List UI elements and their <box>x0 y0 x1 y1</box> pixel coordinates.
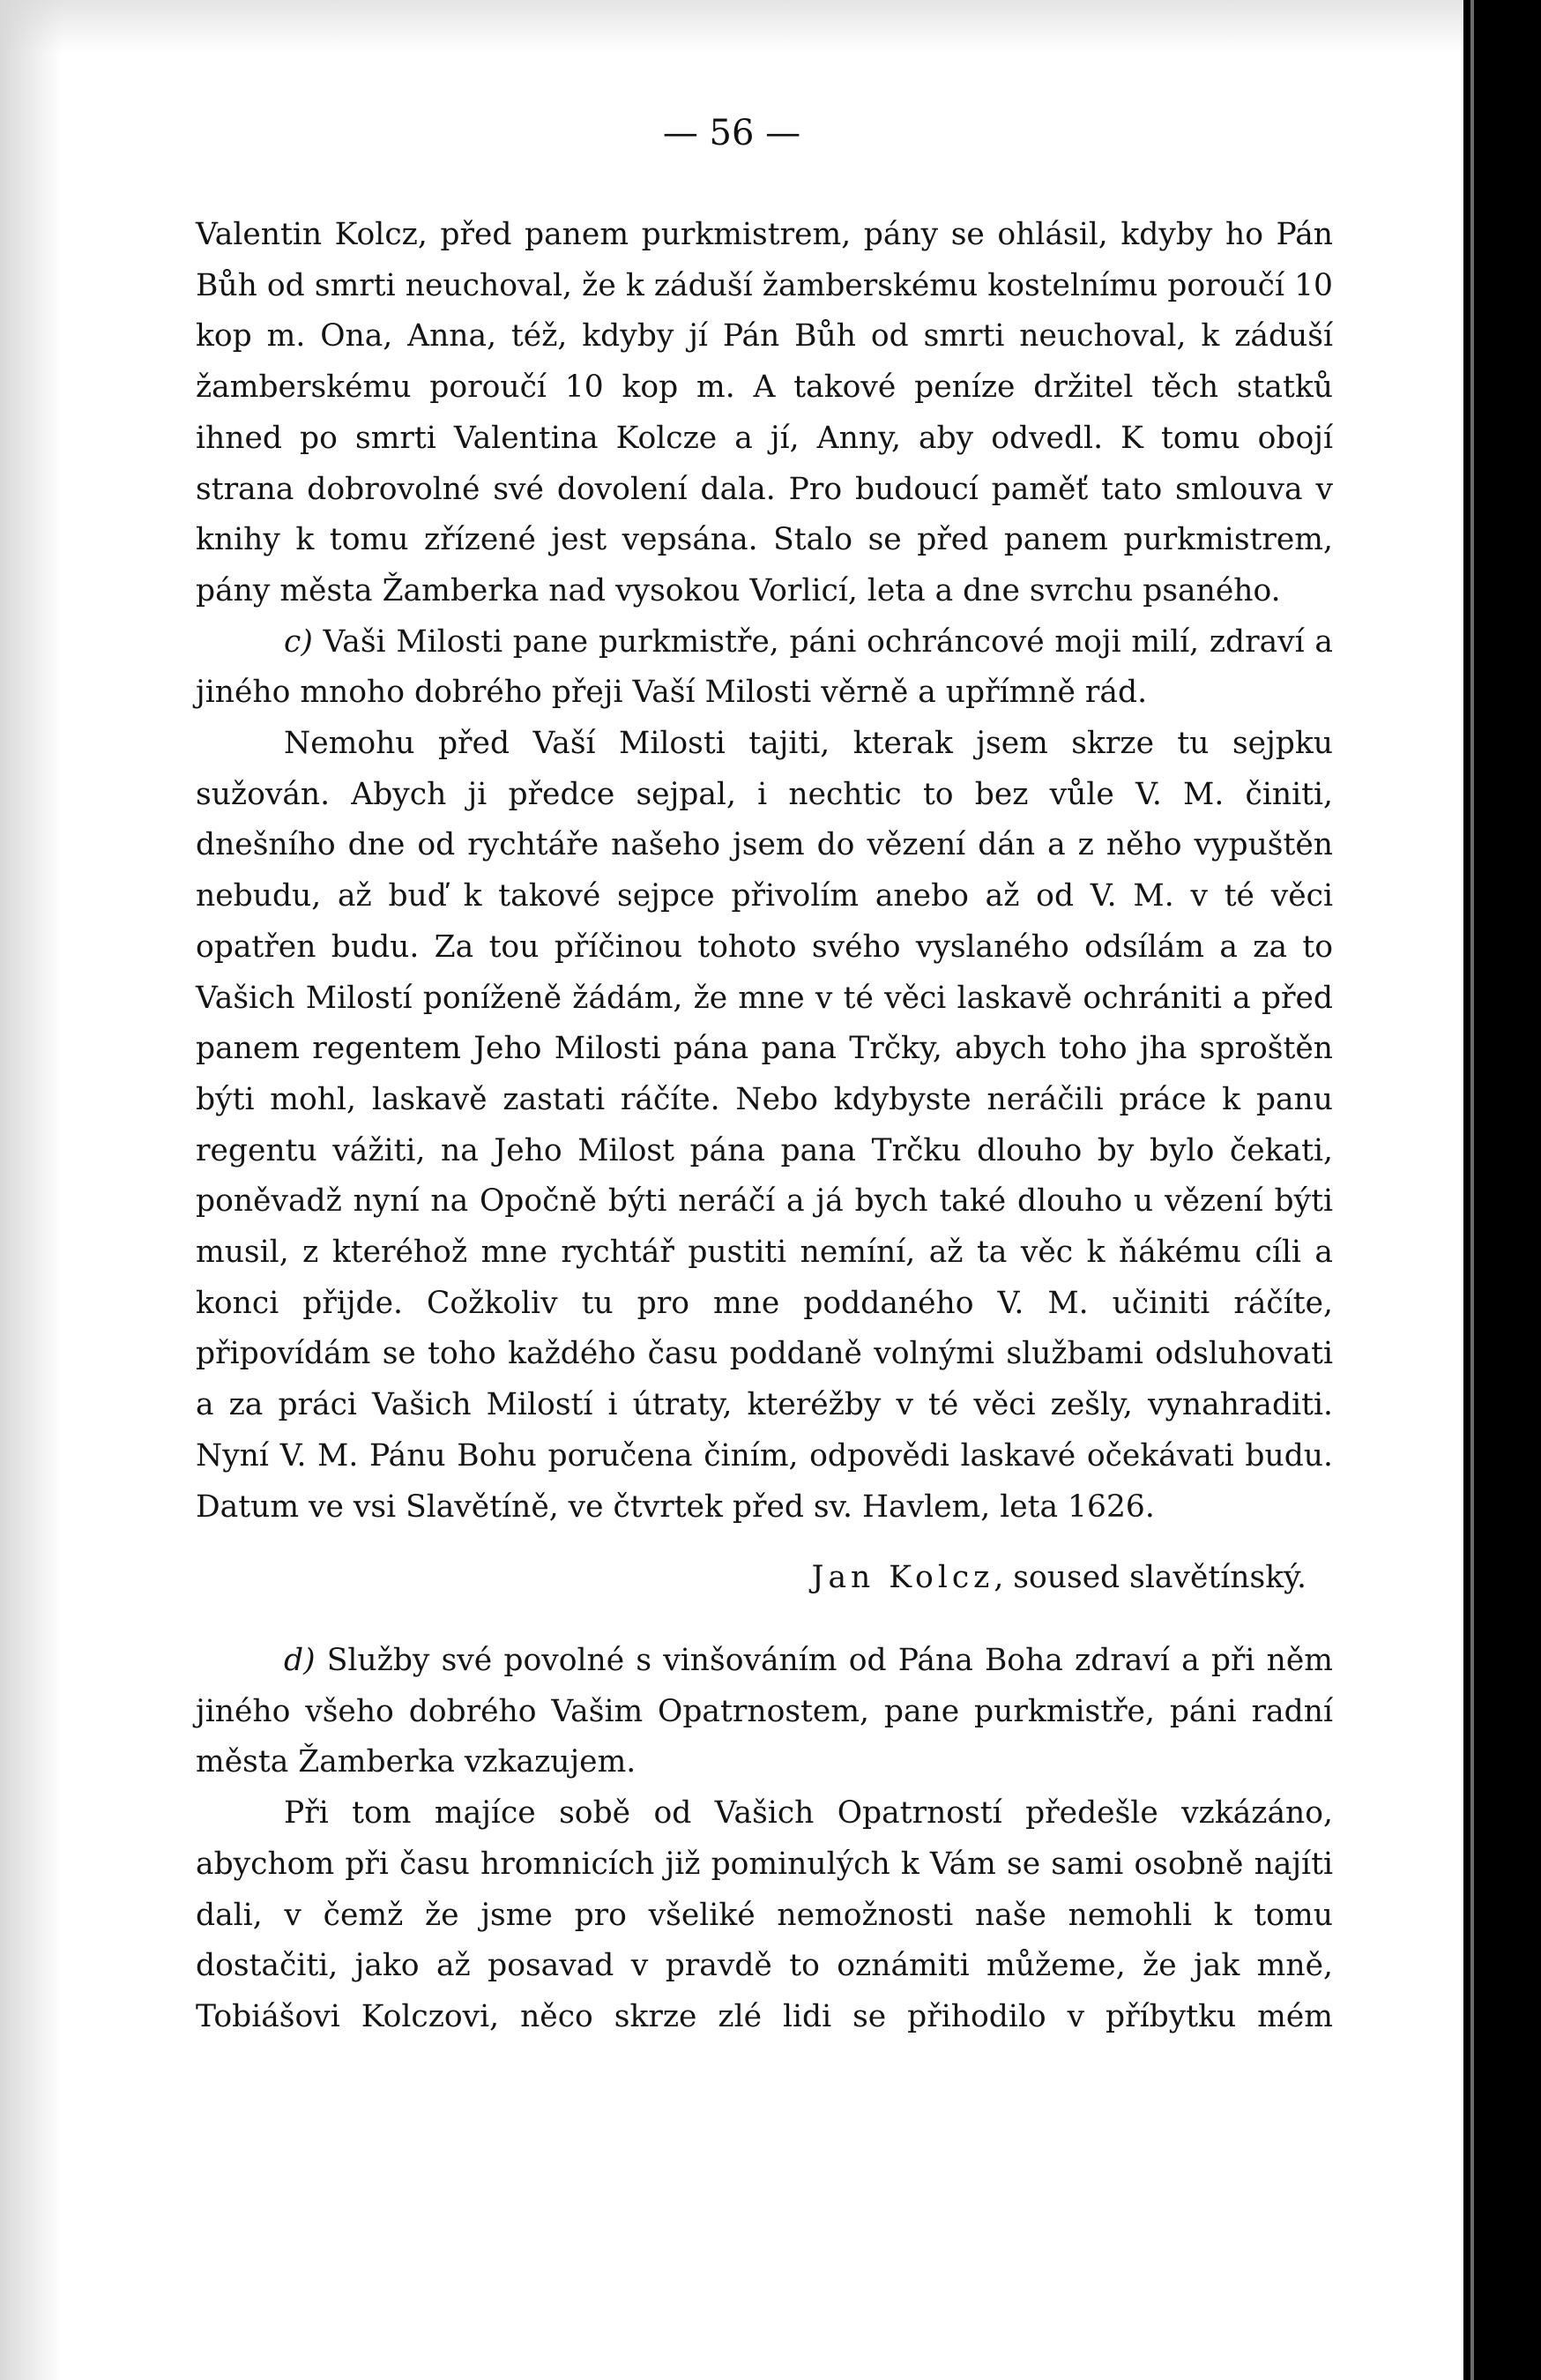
letter-label-c: c) <box>284 623 313 660</box>
page-number: — 56 — <box>662 113 801 153</box>
letter-c-greeting: Vaši Milosti pane purkmistře, páni ochráncové moji milí, zdraví a jiného mnoho dobrého přeji Vaší Milosti věrně a upřímně rád. <box>196 623 1333 711</box>
letter-label-d: d) <box>284 1642 316 1678</box>
scan-shadow-left <box>0 0 62 2380</box>
book-binding-edge <box>1463 0 1541 2380</box>
body-text <box>196 210 1333 2043</box>
signature-title: , soused slavětínský. <box>994 1560 1306 1596</box>
book-binding-line <box>1470 0 1474 2380</box>
signature-line <box>196 1553 1306 1604</box>
paragraph-letter-c-body: Nemohu před Vaší Milosti tajiti, kterak jsem skrze tu sejpku sužován. Abych ji předce sejpal, i nechtic to bez vůle V. M. činiti, dnešního dne od rychtáře našeho jsem do vězení dán a z něho vypuštěn nebudu, až buď k takové sejpce přivolím anebo až od V. M. v té věci opatřen budu. Za tou příčinou tohoto svého vyslaného odsílám a za to Vašich Milostí poníženě žádám, že mne v té věci laskavě ochrániti a před panem regentem Jeho Milosti pána pana Trčky, abych toho jha sproštěn býti mohl, laskavě zastati ráčíte. Nebo kdybyste neráčili práce k panu regentu vážiti, na Jeho Milost pána pana Trčku dlouho by bylo čekati, poněvadž nyní na Opočně býti neráčí a já bych také dlouho u vězení býti musil, z kteréhož mne rychtář pustiti nemíní, až ta věc k ňákému cíli a konci přijde. Cožkoliv tu pro mne poddaného V. M. učiniti ráčíte, připovídám se toho každého času poddaně volnými službami odsluhovati a za práci Vašich Milostí i útraty, kteréžby v té věci zešly, vynahraditi. Nyní V. M. Pánu Bohu poručena činím, odpovědi laskavé očekávati budu. Datum ve vsi Slavětíně, ve čtvrtek před sv. Havlem, leta 1626. <box>196 726 1333 1525</box>
signature-name: Jan Kolcz <box>811 1560 994 1596</box>
paragraph-record: Valentin Kolcz, před panem purkmistrem, pány se ohlásil, kdyby ho Pán Bůh od smrti neuchoval, že k záduší žamberskému kostelnímu poroučí 10 kop m. Ona, Anna, též, kdyby jí Pán Bůh od smrti neuchoval, k záduší žamberskému poroučí 10 kop m. A takové peníze držitel těch statků ihned po smrti Valentina Kolcze a jí, Anny, aby odvedl. K tomu obojí strana dobrovolné své dovolení dala. Pro budoucí paměť tato smlouva v knihy k tomu zřízené jest vepsána. Stalo se před panem purkmistrem, pány města Žamberka nad vysokou Vorlicí, leta a dne svrchu psaného. <box>196 217 1333 608</box>
letter-d-greeting: Služby své povolné s vinšováním od Pána Boha zdraví a při něm jiného všeho dobrého Vašim Opatrnostem, pane purkmistře, páni radní města Žamberka vzkazujem. <box>196 1642 1333 1780</box>
scan-shadow-top <box>0 0 1463 53</box>
paragraph-letter-d-body: Při tom majíce sobě od Vašich Opatrností předešle vzkázáno, abychom při času hromnicích již pominulých k Vám se sami osobně najíti dali, v čemž že jsme pro všeliké nemožnosti naše nemohli k tomu dostačiti, jako až posavad v pravdě to oznámiti můžeme, že jak mně, Tobiášovi Kolczovi, něco skrze zlé lidi se přihodilo v příbytku mém <box>196 1795 1333 2034</box>
paragraph-letter-c <box>196 617 1333 719</box>
paragraph-letter-d <box>196 1636 1333 1788</box>
